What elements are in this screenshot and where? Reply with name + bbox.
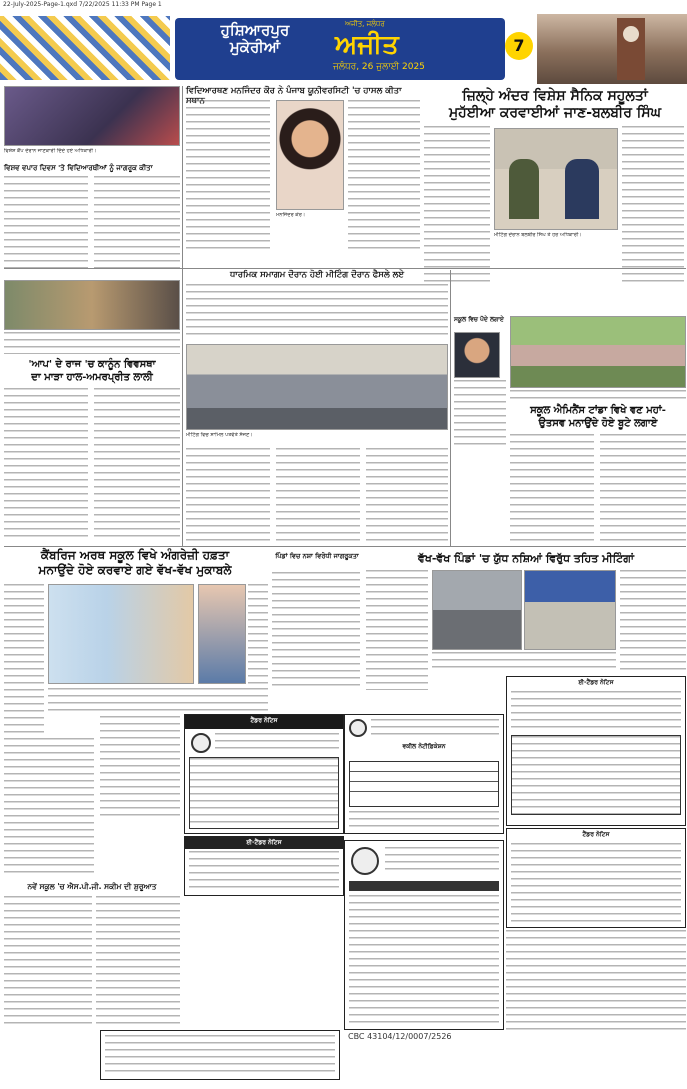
story-body: [4, 738, 94, 878]
emblem-icon: [349, 719, 367, 737]
story-body: [4, 896, 92, 1026]
brand-sub: ਅਜੀਤ, ਜਲੰਧਰ: [345, 20, 385, 28]
vacancy-notice: [344, 714, 504, 834]
story-headline: ਸਕੂਲ ਵਿਚ ਪੌਦੇ ਲਗਾਏ: [454, 316, 504, 323]
photo-caption: [4, 332, 180, 354]
photo-caption: ਮੀਟਿੰਗ ਵਿਚ ਸ਼ਾਮਿਲ ਪਤਵੰਤੇ ਸੱਜਣ।: [186, 432, 253, 438]
ad-heading: ਟੈਂਡਰ ਨੋਟਿਸ: [185, 715, 343, 729]
clock-tower-photo: [537, 14, 687, 84]
plantation-photo: [510, 316, 686, 388]
story-body: [366, 570, 428, 690]
ad-text: [215, 733, 339, 753]
group-photo: [4, 280, 180, 330]
students-event-photo: [4, 86, 180, 146]
tender-ad-right: [506, 676, 686, 826]
photo-caption: [48, 688, 268, 712]
story-headline-line1: 'ਆਪ' ਦੇ ਰਾਜ 'ਚ ਕਾਨੂੰਨ ਵਿਵਸਥਾ: [28, 359, 156, 370]
meeting-photo-left: [432, 570, 522, 650]
story-headline-line2: ਉਤਸਵ ਮਨਾਉਂਦੇ ਹੋਏ ਬੂਟੇ ਲਗਾਏ: [538, 418, 658, 429]
ad-heading: ਈ-ਟੈਂਡਰ ਨੋਟਿਸ: [185, 837, 343, 849]
vacancy-table: [349, 761, 499, 807]
story-headline: [424, 88, 686, 122]
story-headline: ਵਿਦਿਆਰਥਣ ਮਨਜਿੰਦਰ ਕੌਰ ਨੇ ਪੰਜਾਬ ਯੂਨੀਵਰਸਿਟੀ 'ਚ ਹਾਸਲ ਕੀਤਾ ਸਥਾਨ: [186, 86, 402, 106]
tender-ad-footer: [100, 1030, 340, 1080]
story-headline: ਧਾਰਮਿਕ ਸਮਾਗਮ ਦੌਰਾਨ ਹੋਈ ਮੀਟਿੰਗ ਦੌਰਾਨ ਫੈਸਲੇ ਲਏ: [229, 270, 405, 280]
ad-heading: ਵਕੀਲ ਨੋਟੀਫ਼ਿਕੇਸ਼ਨ: [402, 743, 446, 750]
section-rule: [4, 546, 686, 547]
story-headline-line1: ਕੈਂਬਰਿਜ ਅਰਥ ਸਕੂਲ ਵਿਖੇ ਅੰਗਰੇਜ਼ੀ ਹਫ਼ਤਾ: [40, 548, 230, 562]
students-photo: [48, 584, 194, 684]
meeting-photo-right: [524, 570, 616, 650]
edition-title-line2: ਮੁਕੇਰੀਆਂ: [229, 38, 281, 56]
photo-caption: ਮੀਟਿੰਗ ਦੌਰਾਨ ਬਲਬੀਰ ਸਿੰਘ ਤੇ ਹੋਰ ਅਧਿਕਾਰੀ।: [494, 232, 582, 238]
story-headline: ਪਿੰਡਾਂ ਵਿਚ ਨਸ਼ਾ ਵਿਰੋਧੀ ਜਾਗਰੂਕਤਾ: [275, 552, 359, 560]
ad-heading: ਟੈਂਡਰ ਨੋਟਿਸ: [582, 831, 610, 838]
story-body: [248, 584, 268, 684]
story-headline: [4, 358, 180, 384]
story-headline: ਨਵੇਂ ਸਕੂਲ 'ਚ ਐਸ.ਪੀ.ਜੀ. ਸਕੀਮ ਦੀ ਸ਼ੁਰੂਆਤ: [27, 882, 157, 891]
edition-title: [185, 22, 325, 56]
student-portrait-photo: [276, 100, 344, 210]
story-body: [4, 176, 88, 274]
story-body: [510, 434, 594, 544]
story-headline: [4, 548, 266, 578]
page-number: 7: [505, 32, 533, 60]
emblem-icon: [351, 847, 379, 875]
story-body: [276, 448, 360, 544]
tender-ad-large: [344, 840, 504, 1030]
emblem-icon: [191, 733, 211, 753]
ad-banner-bar: [349, 881, 499, 891]
story-body: [186, 284, 448, 340]
story-headline-line1: ਸਕੂਲ ਐਮਿਨੈਂਸ ਟਾਂਡਾ ਵਿਖੇ ਵਣ ਮਹਾਂ-: [530, 405, 666, 416]
story-body: [186, 448, 270, 544]
masthead-banner: [175, 18, 505, 80]
column-rule: [450, 270, 451, 546]
story-headline-line2: ਦਾ ਮਾੜਾ ਹਾਲ-ਅਮਰਪ੍ਰੀਤ ਲਾਲੀ: [31, 372, 153, 383]
story-body: [600, 434, 686, 544]
tender-ad-mid: [184, 714, 344, 834]
ad-text: [511, 691, 681, 731]
ad-table: [189, 757, 339, 829]
edition-title-line1: ਹੁਸ਼ਿਆਰਪੁਰ: [220, 21, 290, 39]
story-body: [348, 100, 420, 250]
ad-text: [506, 930, 686, 1030]
student-photo: [198, 584, 246, 684]
story-body: [186, 100, 270, 250]
photo-caption: [510, 390, 686, 402]
ad-code: CBC 43104/12/0007/2526: [348, 1032, 452, 1041]
column-rule: [182, 86, 183, 546]
story-headline-line2: ਮੁਹੱਈਆ ਕਰਵਾਈਆਂ ਜਾਣ-ਬਲਬੀਰ ਸਿੰਘ: [448, 105, 662, 121]
story-headline-line2: ਮਨਾਉਂਦੇ ਹੋਏ ਕਰਵਾਏ ਗਏ ਵੱਖ-ਵੱਖ ਮੁਕਾਬਲੇ: [38, 563, 232, 577]
story-body: [4, 388, 88, 538]
ad-text: [511, 843, 681, 925]
story-headline: [510, 404, 686, 430]
portrait-photo: [454, 332, 500, 378]
photo-caption: [432, 652, 616, 670]
story-body: [272, 572, 360, 690]
tender-ad-bottom-right: [506, 828, 686, 928]
story-body: [94, 176, 180, 274]
newspaper-brand: ਅਜੀਤ: [335, 30, 399, 60]
story-body: [620, 570, 686, 670]
print-slug: 22-July-2025-Page-1.qxd 7/22/2025 11:33 PM Page 1: [3, 1, 162, 8]
story-body: [100, 716, 180, 816]
section-rule: [4, 268, 686, 269]
ad-text: [105, 1035, 335, 1077]
story-headline: ਵਿਸ਼ਵ ਵਪਾਰ ਦਿਵਸ 'ਤੇ ਵਿਦਿਆਰਥੀਆਂ ਨੂੰ ਜਾਗਰੂਕ ਕੀਤਾ: [4, 164, 153, 172]
story-body: [424, 126, 490, 286]
photo-caption: ਮਨਜਿੰਦਰ ਕੌਰ।: [276, 212, 306, 218]
masthead-decoration: [0, 16, 170, 80]
story-body: [4, 584, 44, 734]
ad-text: [371, 719, 499, 739]
small-ad: [184, 836, 344, 896]
story-body: [622, 126, 684, 286]
ad-table: [511, 735, 681, 815]
ad-text: [385, 847, 499, 875]
story-headline-line1: ਜ਼ਿਲ੍ਹੇ ਅੰਦਰ ਵਿਸ਼ੇਸ਼ ਸੈਨਿਕ ਸਹੂਲਤਾਂ: [462, 88, 648, 104]
story-headline: ਵੱਖ-ਵੱਖ ਪਿੰਡਾਂ 'ਚ ਯੁੱਧ ਨਸ਼ਿਆਂ ਵਿਰੁੱਧ ਤਹਿਤ ਮੀਟਿੰਗਾਂ: [418, 552, 634, 565]
story-body: [366, 448, 448, 544]
ad-text: [349, 895, 499, 1025]
story-body: [454, 380, 506, 450]
ad-text: [349, 811, 499, 831]
ad-text: [189, 851, 339, 893]
gathering-photo: [186, 344, 448, 430]
photo-caption: ਵਿਸ਼ੇਸ਼ ਕੈਂਪ ਦੌਰਾਨ ਜਾਣਕਾਰੀ ਦਿੰਦੇ ਹੋਏ ਅਧਿਕਾਰੀ।: [4, 148, 97, 154]
meeting-photo: [494, 128, 618, 230]
issue-date: ਜਲੰਧਰ, 26 ਜੁਲਾਈ 2025: [333, 62, 425, 72]
masthead: [0, 10, 687, 84]
ad-heading: ਈ-ਟੈਂਡਰ ਨੋਟਿਸ: [578, 679, 614, 686]
story-body: [94, 388, 180, 538]
story-body: [96, 896, 180, 1026]
